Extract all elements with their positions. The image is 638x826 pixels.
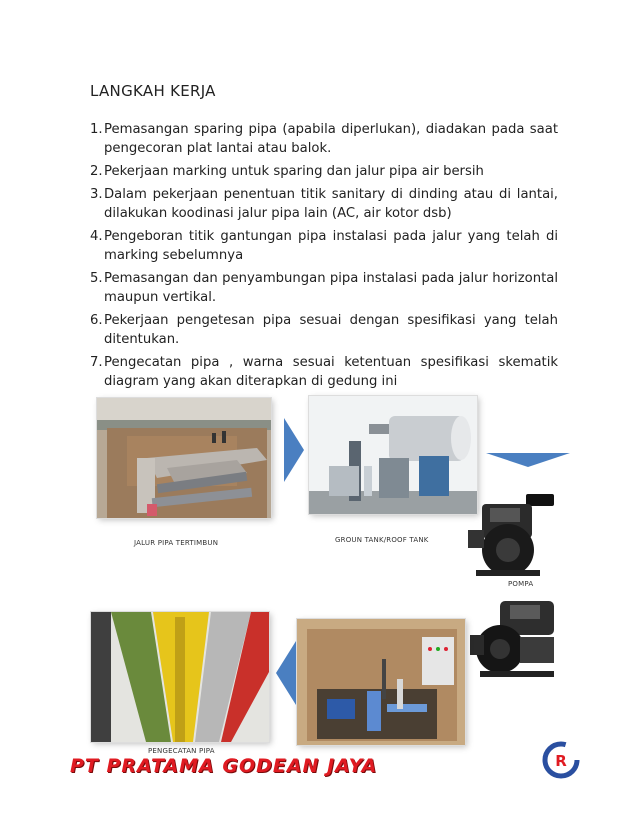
arrow-down-icon [486,453,570,467]
step-item [90,269,558,307]
step-text: Pekerjaan pengetesan pipa sesuai dengan spesifikasi yang telah ditentukan. [104,313,558,347]
pipe-route-photo [97,398,271,518]
pump-illustration-2 [470,597,562,679]
arrow-right-icon [284,418,304,482]
tank-photo [309,396,477,514]
step-item [90,311,558,349]
step-number: 5. [90,271,103,286]
step-text: Pemasangan dan penyambungan pipa instalasi pada jalur horizontal maupun vertikal. [104,271,558,305]
step-number: 4. [90,229,103,244]
pump-photo-top [468,494,556,584]
pump-caption: POMPA [508,580,534,588]
step-text: Pekerjaan marking untuk sparing dan jalur pipa air bersih [104,164,484,179]
step-item [90,162,558,181]
step-text: Pengecatan pipa , warna sesuai ketentuan spesifikasi skematik diagram yang akan diterapkan di gedung ini [104,355,558,389]
painted-pipes-photo [91,612,269,742]
pipe-route-caption: JALUR PIPA TERTIMBUN [134,539,219,547]
step-item [90,227,558,265]
step-number: 3. [90,187,103,202]
company-logo-icon [542,741,580,779]
step-text: Pemasangan sparing pipa (apabila diperlukan), diadakan pada saat pengecoran plat lantai atau balok. [104,122,558,156]
work-steps-list [90,120,558,395]
page-heading: LANGKAH KERJA [90,82,216,100]
svg-text:R: R [555,752,567,770]
company-name: PT PRATAMA GODEAN JAYA [70,755,378,777]
step-number: 2. [90,164,103,179]
step-item [90,353,558,391]
tank-illustration [309,396,477,514]
step-number: 6. [90,313,103,328]
step-text: Pengeboran titik gantungan pipa instalasi pada jalur yang telah di marking sebelumnya [104,229,558,263]
step-number: 1. [90,122,103,137]
step-item [90,120,558,158]
pump-illustration [468,494,556,584]
pipe-route-illustration [97,398,271,518]
painted-pipes-illustration [91,612,269,742]
tank-caption: GROUN TANK/ROOF TANK [335,536,429,544]
step-item [90,185,558,223]
pump-room-illustration [297,619,465,745]
pump-photo-bottom [470,597,562,679]
arrow-left-icon [276,641,296,705]
pump-room-photo [297,619,465,745]
painting-caption: PENGECATAN PIPA [148,747,215,755]
step-number: 7. [90,355,103,370]
step-text: Dalam pekerjaan penentuan titik sanitary di dinding atau di lantai, dilakukan koodinasi jalur pipa lain (AC, air kotor dsb) [104,187,558,221]
